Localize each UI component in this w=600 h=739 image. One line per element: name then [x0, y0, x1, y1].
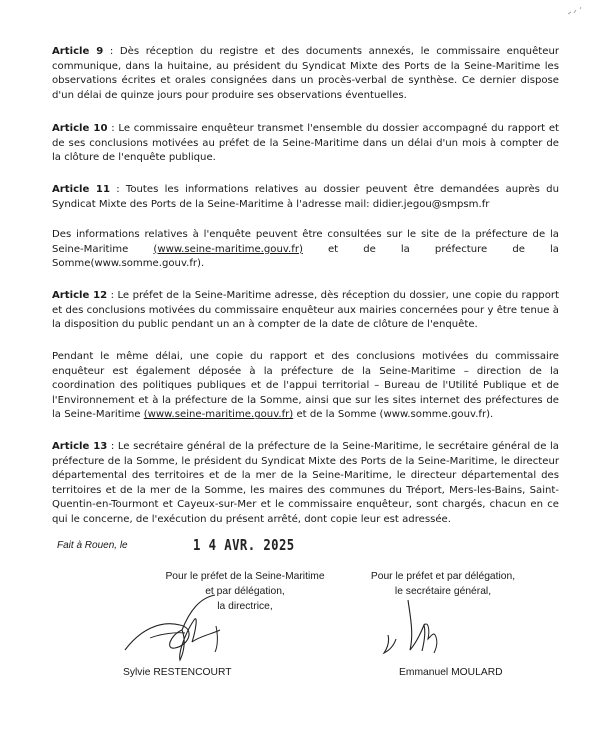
made-at-label: Fait à Rouen, le [57, 540, 128, 551]
signatory-left-line3: la directrice, [217, 601, 273, 612]
article-10 [52, 122, 559, 166]
article-11 [52, 183, 559, 212]
same-delay-paragraph [52, 350, 559, 423]
info-text-after: et de la préfecture de la Somme(www.somme.gouv.fr). [52, 243, 559, 270]
article-12-text: : Le préfet de la Seine-Maritime adresse, dès réception du dossier, une copie du rapport et des conclusions motivées du commissaire enquêteur aux mairies concernées pour y être tenue à la disposition du public pendant un an à compter de la date de clôture de l'enquête. [52, 290, 559, 331]
article-10-label: Article 10 [52, 123, 108, 134]
article-11-text: : Toutes les informations relatives au dossier peuvent être demandées auprès du Syndicat Mixte des Ports de la Seine-Maritime à l'adresse mail: didier.jegou@smpsm.fr [52, 184, 559, 210]
info-paragraph [52, 228, 559, 272]
article-9-label: Article 9 [52, 46, 104, 57]
article-13-label: Article 13 [52, 441, 108, 452]
article-12-label: Article 12 [52, 290, 108, 301]
seine-maritime-link[interactable]: (www.seine-maritime.gouv.fr) [153, 243, 303, 255]
article-13-text: : Le secrétaire général de la préfecture de la Seine-Maritime, le secrétaire général de la préfecture de la Somme, le président du Syndicat Mixte des Ports de la Seine-Maritime, le directeur départemental des territoires et de la mer de la Seine-Maritime, le directeur départemental des territoires et de la mer de la Somme, les maires des communes du Tréport, Mers-les-Bains, Saint-Quentin-en-Tourmont et Cayeux-sur-Mer et le commissaire enquêteur, sont chargés, chacun en ce qui le concerne, de l'exécution du présent arrêté, dont copie leur est adressée. [52, 441, 559, 525]
article-12 [52, 289, 559, 333]
article-11-label: Article 11 [52, 184, 110, 195]
date-stamp: 1 4 AVR. 2025 [193, 536, 295, 554]
signatory-right-line2: le secrétaire général, [394, 586, 492, 597]
signature-right-icon [380, 595, 460, 660]
article-9 [52, 45, 559, 103]
same-delay-text-before: Pendant le même délai, une copie du rapport et des conclusions motivées du commissaire enquêteur est également déposée à la préfecture de la Seine-Maritime – direction de la coordination des politiques publiques et de l'appui territorial – Bureau de l'Utilité Publique et de l'Environnement et à la préfecture de la Somme, ainsi que sur les sites internet des préfectures de la Seine-Maritime [52, 351, 559, 421]
signatory-left-line2: et par délégation, [205, 586, 285, 597]
signatory-right-line1: Pour le préfet et par délégation, [370, 571, 516, 582]
signatory-left-line1: Pour le préfet de la Seine-Maritime [165, 571, 325, 582]
signatory-right-name: Emmanuel MOULARD [399, 667, 503, 678]
article-13 [52, 440, 559, 528]
article-9-text: : Dès réception du registre et des documents annexés, le commissaire enquêteur communique, dans la huitaine, au président du Syndicat Mixte des Ports de la Seine-Maritime les observations écrites et orales consignées dans un procès-verbal de synthèse. Ce dernier dispose d'un délai de quinze jours pour produire ses observations éventuelles. [52, 46, 559, 101]
same-delay-text-after: et de la Somme (www.somme.gouv.fr). [293, 409, 494, 421]
signatory-left-name: Sylvie RESTENCOURT [123, 667, 232, 678]
seine-maritime-link-2[interactable]: (www.seine-maritime.gouv.fr) [143, 409, 294, 421]
article-10-text: : Le commissaire enquêteur transmet l'ensemble du dossier accompagné du rapport et de ses conclusions motivées au préfet de la Seine-Maritime dans un délai d'un mois à compter de la clôture de l'enquête publique. [52, 123, 559, 164]
corner-mark [567, 6, 585, 16]
signature-left-icon [120, 590, 250, 665]
info-text-before: Des informations relatives à l'enquête peuvent être consultées sur le site de la préfecture de la Seine-Maritime [52, 229, 559, 255]
